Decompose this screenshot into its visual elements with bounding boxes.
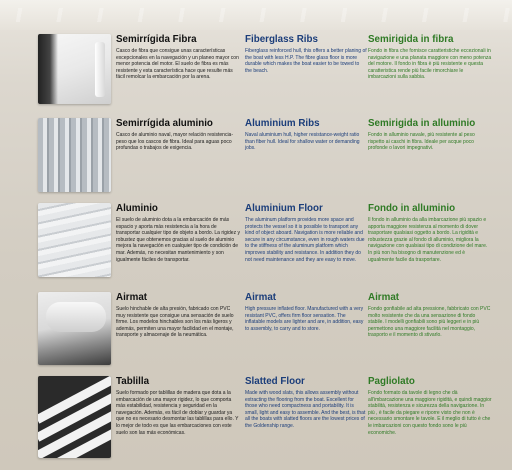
spanish-column — [116, 118, 240, 152]
text-it: Fondo in fibra che fornisce caratteristiche eccezionali in navigazione e una planata maggiore con meno potenza del motore. Il fondo in fibra è più resistente e questa caratteristica rende più facile rimorchiare le imbarcazioni sulla sabbia. — [368, 48, 492, 81]
english-column — [245, 292, 367, 332]
spanish-column — [116, 34, 240, 81]
text-es: Casco de fibra que consigue unas características excepcionales en la navegación y un planeo mayor con menor potencia del motor. El suelo de fibra es más resistente y esta característica hace que resulte más fácil remolcar la embarcación por la arena. — [116, 48, 239, 81]
italian-column — [368, 118, 492, 152]
title-en: Airmat — [245, 292, 277, 303]
italian-column — [368, 34, 492, 81]
title-en: Slatted Floor — [245, 376, 305, 387]
italian-column — [368, 203, 492, 263]
beach-background — [0, 0, 512, 30]
text-es: El suelo de aluminio dota a la embarcación de más espacio y aporta más resistencia a la hora de transportar cualquier tipo de objeto a bordo. La rigidez y robustez que obtenemos gracias al suelo de aluminio mejora la navegación en cualquier tipo de condición de mar. Además, no necesitan mantenimiento y son igualmente fáciles de transportar. — [116, 217, 240, 263]
title-en: Fiberglass Ribs — [245, 34, 318, 45]
title-it: Airmat — [368, 292, 400, 303]
text-es: Casco de aluminio naval, mayor relación resistencia-peso que los cascos de fibra. Ideal para aguas poco profundas o trabajos de exigencia. — [116, 132, 233, 152]
english-column — [245, 118, 367, 152]
text-en: Naval aluminium hull, higher resistance-weight ratio than fiber hull. Ideal for shallow water or demanding jobs. — [245, 132, 360, 152]
text-it: Fondo formato da tavole di legno che dà all'imbarcazione una maggiore rigidità, e quindi maggior stabilità, resistenza e sicurezza della navigazione. In più , è facile da piegare e riporre visto che non è necessario smontare le tavole. E il meglio di tutto è che le imbarcazioni con questo fondo sono le più economiche. — [368, 390, 492, 436]
title-en: Aluminium Ribs — [245, 118, 320, 129]
title-it: Semirigida in alluminio — [368, 118, 476, 129]
title-es: Airmat — [116, 292, 148, 303]
text-en: High pressure inflated floor. Manufactured with a very resistant PVC, offers firm floor sensation. The inflatable models are lighter and are, in addition, easy to assembly, to carry and to store. — [245, 306, 364, 332]
text-es: Suelo hinchable de alta presión, fabricado con PVC muy resistente que consigue una sensación de suelo firme. Los modelos hinchables son los más ligeros y además, permiten una mayor facilidad en el montaje, transporte y almacenaje de la neumática. — [116, 306, 234, 339]
title-it: Fondo in alluminio — [368, 203, 456, 214]
text-es: Suelo formado por tablillas de madera que dota a la embarcación de una mayor rigidez, lo que comporta más estabilidad, resistencia y seguridad en la navegación. Además, es fácil de doblar y guardar ya que no es necesario desmontar las tablillas para ello. Y lo mejor de todo es que las embarcaciones con este suelo son las más económicas. — [116, 390, 239, 436]
italian-column — [368, 376, 492, 436]
airmat-floor-image — [38, 292, 111, 365]
title-es: Semirrígida aluminio — [116, 118, 213, 129]
title-es: Semirrígida Fibra — [116, 34, 197, 45]
text-en: Made with wood slats, this allows assembly without extracting the flooring from the boat. Excellent for those who need compactness and portability. It is small, light and easy to assemble. And the best, is that all the boats with slatted floors are the lowest prices of the Goldenship range. — [245, 390, 366, 429]
spanish-column — [116, 203, 240, 263]
text-it: Fondo gonfiabile ad alta pressione, fabbricato con PVC molto resistente che da una sensazione di fondo stabile. I modelli gonfiabili sono più leggeri e in più permettono una maggiore facilità nel montaggio, trasporto e il momento di stivarlo. — [368, 306, 491, 339]
slatted-floor-image — [38, 376, 111, 458]
title-it: Pagliolato — [368, 376, 415, 387]
spanish-column — [116, 292, 240, 339]
aluminium-hull-image — [38, 118, 111, 192]
title-en: Aluminium Floor — [245, 203, 323, 214]
text-en: The aluminum platform provides more space and protects the vessel so it is possible to transport any kind of object aboard. Navigation is more reliable and secure in any circumstance, even in rough waters due to the stiffness of the aluminum platform which improves stability and resistance. In addition they do not need maintenance and they are easy to move. — [245, 217, 365, 263]
fiberglass-hull-image — [38, 34, 111, 104]
english-column — [245, 376, 367, 430]
title-es: Tablilla — [116, 376, 150, 387]
text-en: Fiberglass reinforced hull, this offers a better planing of the boat with less H.P. The fibre glass floor is more durable which makes the boat easier to be towed to the beach. — [245, 48, 367, 74]
title-it: Semirigida in fibra — [368, 34, 454, 45]
text-it: Il fondo in alluminio da alla imbarcazione più spazio e apporta maggiore resistenza al momento di dover trasportare qualsiasi oggetto a bordo. La rigidità e robustezza grazie al fondo di alluminio, migliora la navigazione con qualsiasi tipo di condizione del mare. In più non ha bisogno di manutenzione ed è ugualmente facile da trasportare. — [368, 217, 488, 263]
title-es: Aluminio — [116, 203, 158, 214]
text-it: Fondo in alluminio navale, più resistente al peso rispetto ai caschi in fibra. Ideale per acque poco profonde o lavori impegnativi. — [368, 132, 475, 152]
spanish-column — [116, 376, 240, 436]
italian-column — [368, 292, 492, 339]
english-column — [245, 203, 367, 263]
english-column — [245, 34, 367, 74]
aluminium-floor-image — [38, 203, 111, 277]
